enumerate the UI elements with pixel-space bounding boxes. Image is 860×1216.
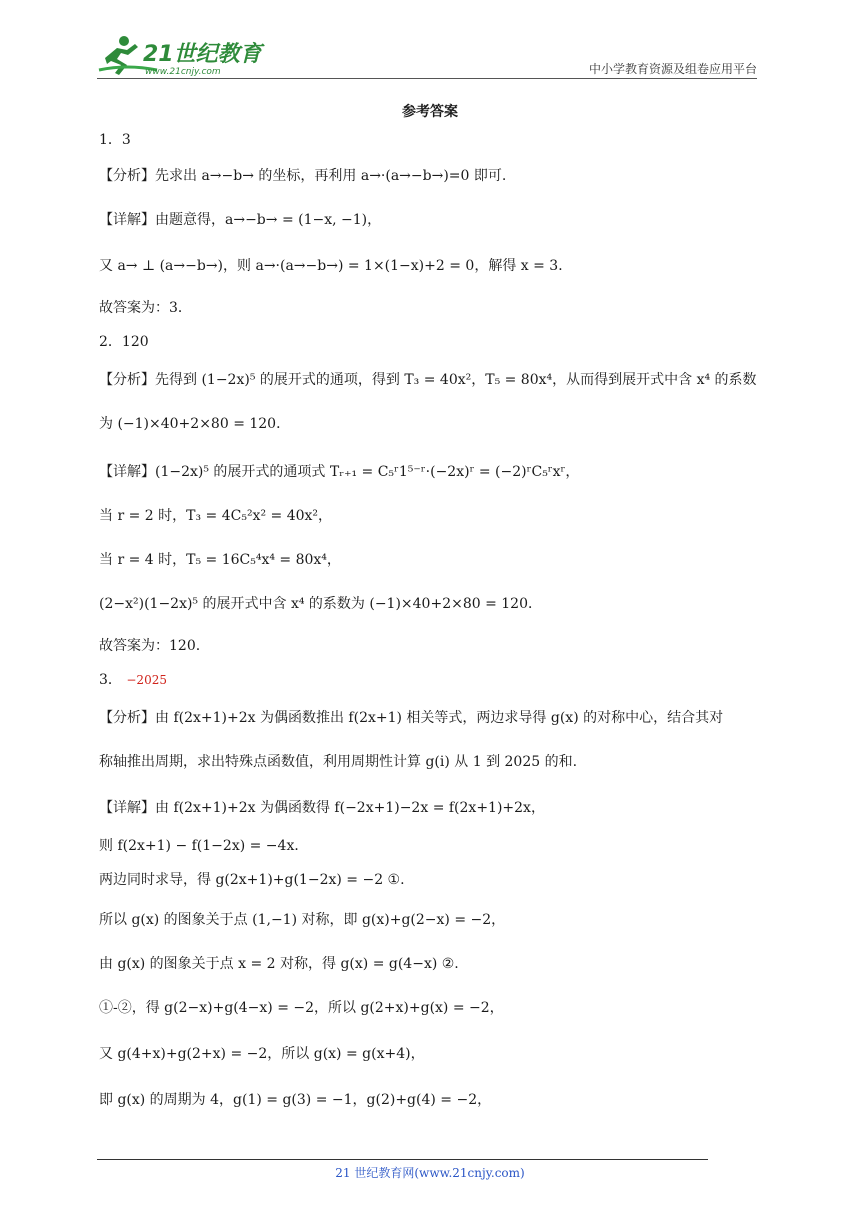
answer-line: 又 g(4+x)+g(2+x) = −2，所以 g(x) = g(x+4)，: [99, 1046, 425, 1062]
header-divider: [97, 78, 757, 79]
footer-divider: [97, 1159, 708, 1160]
answer-line: 由 g(x) 的图象关于点 x = 2 对称，得 g(x) = g(4−x) ②.: [99, 956, 459, 972]
answer-line: 故答案为：120.: [99, 638, 201, 654]
answer-line: 故答案为：3．: [99, 300, 192, 316]
answer-line: 2．120: [99, 334, 149, 350]
page-title: 参考答案: [402, 104, 458, 120]
answer-line: 【详解】由 f(2x+1)+2x 为偶函数得 f(−2x+1)−2x = f(2x+1)+2x，: [99, 800, 545, 816]
platform-name: 中小学教育资源及组卷应用平台: [588, 62, 757, 76]
footer-text: 21 世纪教育网(www.21cnjy.com): [335, 1166, 525, 1180]
answer-line: 当 r = 4 时，T₅ = 16C₅⁴x⁴ = 80x⁴，: [99, 552, 341, 568]
answer-line: 1．3: [99, 132, 131, 148]
answer-line: 为 (−1)×40+2×80 = 120．: [99, 416, 291, 432]
answer-line: 【分析】先得到 (1−2x)⁵ 的展开式的通项，得到 T₃ = 40x²，T₅ = 80x⁴，从而得到展开式中含 x⁴ 的系数: [99, 372, 757, 388]
answer-line: ①-②，得 g(2−x)+g(4−x) = −2，所以 g(2+x)+g(x) = −2，: [99, 1000, 504, 1016]
answer-line: 【分析】先求出 a→−b→ 的坐标，再利用 a→·(a→−b→)=0 即可.: [99, 168, 507, 184]
answer-line: 【详解】(1−2x)⁵ 的展开式的通项式 Tᵣ₊₁ = C₅ʳ1⁵⁻ʳ·(−2x)ʳ = (−2)ʳC₅ʳxʳ，: [99, 464, 580, 480]
answer-value: −2025: [126, 673, 167, 687]
logo-url: www.21cnjy.com: [145, 67, 221, 77]
answer-line: (2−x²)(1−2x)⁵ 的展开式中含 x⁴ 的系数为 (−1)×40+2×80 = 120．: [99, 596, 542, 612]
answer-line: 则 f(2x+1) − f(1−2x) = −4x．: [99, 838, 309, 854]
question-number: 3．: [99, 672, 122, 688]
answer-line: 【分析】由 f(2x+1)+2x 为偶函数推出 f(2x+1) 相关等式，两边求导得 g(x) 的对称中心，结合其对: [99, 710, 724, 726]
answer-line: 又 a→ ⊥ (a→−b→)，则 a→·(a→−b→) = 1×(1−x)+2 = 0，解得 x = 3．: [99, 258, 573, 274]
answer-line: 【详解】由题意得，a→−b→ = (1−x, −1)，: [99, 212, 382, 228]
answer-line: 称轴推出周期，求出特殊点函数值，利用周期性计算 g(i) 从 1 到 2025 的和.: [99, 754, 578, 770]
logo: [97, 34, 267, 78]
page-header: [97, 34, 757, 80]
answer-line: 即 g(x) 的周期为 4，g(1) = g(3) = −1，g(2)+g(4) = −2，: [99, 1092, 492, 1108]
answer-line: 当 r = 2 时，T₃ = 4C₅²x² = 40x²，: [99, 508, 333, 524]
answer-line: 两边同时求导，得 g(2x+1)+g(1−2x) = −2 ①.: [99, 872, 405, 888]
answer-line: 所以 g(x) 的图象关于点 (1,−1) 对称，即 g(x)+g(2−x) = −2，: [99, 912, 506, 928]
logo-text: 21世纪教育: [143, 42, 262, 67]
answer-line: [99, 670, 167, 690]
